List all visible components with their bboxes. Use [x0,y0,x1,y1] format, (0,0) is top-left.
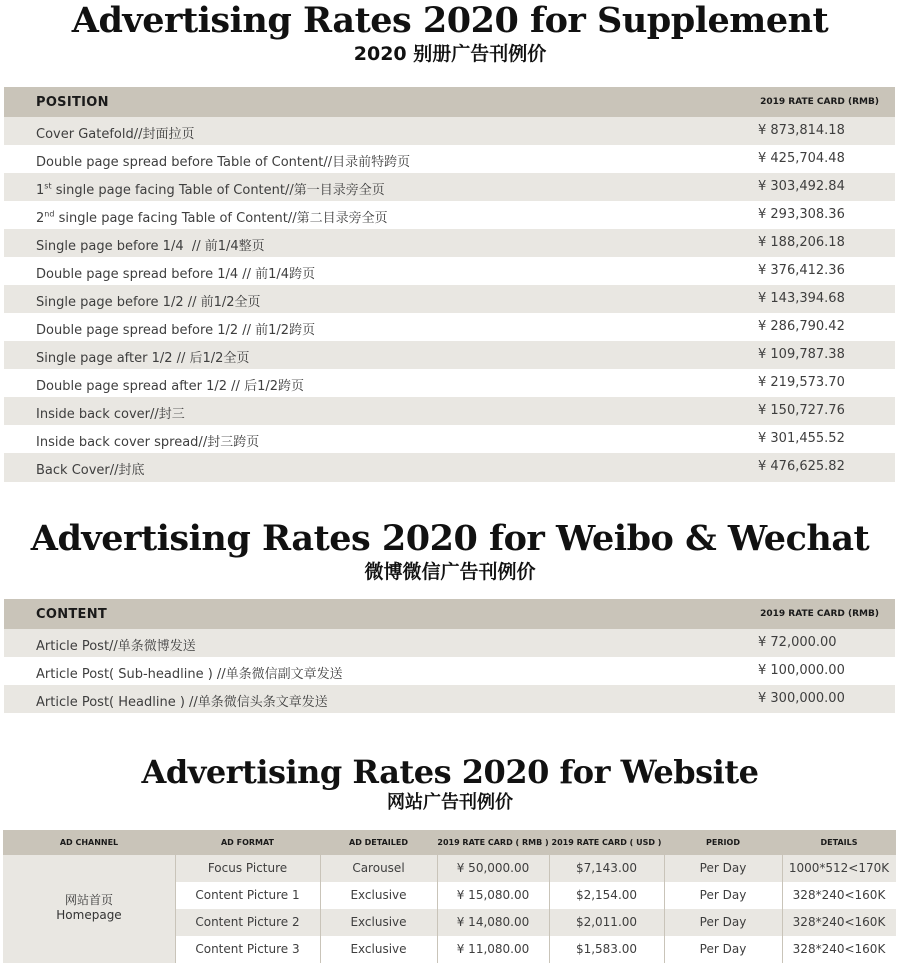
table-bottom-border [4,481,895,482]
position-label [36,691,328,710]
column-divider [175,855,176,963]
row-label-text: Article Post( Headline ) //单条微信头条文章发送 [36,695,328,710]
table-row [4,453,895,481]
row-label-text: Inside back cover spread//封三跨页 [36,435,260,450]
rate-usd-cell: $1,583.00 [575,942,638,956]
table-row [4,117,895,145]
period-cell: Per Day [699,888,747,902]
position-label [36,459,145,478]
ad-format-cell: Focus Picture [207,861,288,875]
period-cell: Per Day [699,915,747,929]
table-row [175,855,896,882]
ad-format-cell: Content Picture 1 [195,888,300,902]
table-row [175,909,896,936]
table-row [4,229,895,257]
position-label [36,123,195,142]
social-rate-table [4,599,895,713]
channel-name-cn: 网站首页 [64,893,113,907]
row-label-text: single page facing Table of Content//第二目录旁全页 [54,211,388,226]
price-value: ¥ 188,206.18 [758,235,845,250]
table-row [4,369,895,397]
ad-channel-cell [3,855,175,963]
website-title-en: Advertising Rates 2020 for Website [141,753,759,791]
row-label-text: Double page spread before 1/4 // 前1/4跨页 [36,267,316,282]
price-value: ¥ 303,492.84 [758,179,845,194]
table-header [4,87,895,117]
supplement-rows [4,117,895,481]
table-row [4,341,895,369]
position-label [36,403,185,422]
price-value: ¥ 873,814.18 [758,123,845,138]
row-label-text: single page facing Table of Content//第一目录旁全页 [51,183,385,198]
column-divider [664,855,665,963]
rate-rmb-cell: ¥ 14,080.00 [456,915,530,929]
header-ad-channel: AD CHANNEL [59,838,119,847]
price-value: ¥ 301,455.52 [758,431,845,446]
column-divider [320,855,321,963]
header-rate-card: 2019 RATE CARD (RMB) [760,97,879,107]
table-row [4,425,895,453]
supplement-title-cn: 2020 别册广告刊例价 [353,43,547,65]
row-label-text: Double page spread before 1/2 // 前1/2跨页 [36,323,316,338]
column-divider [782,855,783,963]
website-rate-table [3,830,896,963]
details-cell: 328*240<160K [792,888,886,902]
position-label [36,151,410,170]
header-content: CONTENT [36,607,108,622]
table-row [4,285,895,313]
position-label [36,263,315,282]
ordinal-suffix: st [44,181,52,191]
table-row [4,397,895,425]
table-row [4,313,895,341]
website-table-header [3,830,896,855]
row-label-text: Double page spread after 1/2 // 后1/2跨页 [36,379,304,394]
period-cell: Per Day [699,942,747,956]
position-label [36,179,385,198]
row-label-text: Single page before 1/4 // 前1/4整页 [36,239,265,254]
price-value: ¥ 100,000.00 [758,663,845,678]
price-value: ¥ 286,790.42 [758,319,845,334]
social-title-cn: 微博微信广告刊例价 [364,561,536,583]
rate-usd-cell: $7,143.00 [575,861,638,875]
header-rate-card: 2019 RATE CARD (RMB) [760,609,879,619]
ordinal-number: 2 [36,211,45,226]
position-label [36,235,265,254]
header-details: DETAILS [820,838,858,847]
header-position: POSITION [36,95,109,110]
header-rate-rmb: 2019 RATE CARD ( RMB ) [437,838,549,847]
ad-detailed-cell: Exclusive [350,915,407,929]
price-value: ¥ 109,787.38 [758,347,845,362]
header-rate-usd: 2019 RATE CARD ( USD ) [551,838,662,847]
ad-detailed-cell: Exclusive [350,888,407,902]
supplement-rate-table [4,87,895,482]
price-value: ¥ 293,308.36 [758,207,845,222]
details-cell: 1000*512<170K [788,861,890,875]
rate-rmb-cell: ¥ 50,000.00 [456,861,530,875]
price-value: ¥ 476,625.82 [758,459,845,474]
column-divider [549,855,550,963]
position-label [36,291,261,310]
column-divider [437,855,438,963]
table-row [175,882,896,909]
table-row [4,657,895,685]
price-value: ¥ 376,412.36 [758,263,845,278]
ad-format-cell: Content Picture 3 [195,942,300,956]
row-label-text: Single page before 1/2 // 前1/2全页 [36,295,261,310]
row-label-text: Inside back cover//封三 [36,407,185,422]
supplement-title-en: Advertising Rates 2020 for Supplement [71,0,829,41]
table-row [4,257,895,285]
rate-rmb-cell: ¥ 15,080.00 [456,888,530,902]
table-row [4,685,895,713]
social-title-en: Advertising Rates 2020 for Weibo & Wechat [30,518,870,559]
price-value: ¥ 150,727.76 [758,403,845,418]
channel-name-en: Homepage [56,908,122,922]
table-row [4,629,895,657]
position-label [36,663,343,682]
row-label-text: Double page spread before Table of Content//目录前特跨页 [36,155,411,170]
table-row [4,145,895,173]
social-rows [4,629,895,713]
ad-detailed-cell: Carousel [352,861,405,875]
row-label-text: Cover Gatefold//封面拉页 [36,127,195,142]
table-row [4,201,895,229]
position-label [36,319,315,338]
position-label [36,635,196,654]
row-label-text: Single page after 1/2 // 后1/2全页 [36,351,250,366]
header-ad-detailed: AD DETAILED [349,838,408,847]
rate-usd-cell: $2,154.00 [575,888,638,902]
price-value: ¥ 219,573.70 [758,375,845,390]
table-row [175,936,896,963]
ad-detailed-cell: Exclusive [350,942,407,956]
rate-rmb-cell: ¥ 11,080.00 [456,942,530,956]
position-label [36,375,304,394]
price-value: ¥ 143,394.68 [758,291,845,306]
ordinal-suffix: nd [44,209,55,219]
position-label [36,431,259,450]
website-title-cn: 网站广告刊例价 [387,792,513,813]
position-label [36,207,388,226]
price-value: ¥ 425,704.48 [758,151,845,166]
row-label-text: Back Cover//封底 [36,463,145,478]
rate-usd-cell: $2,011.00 [575,915,638,929]
row-label-text: Article Post( Sub-headline ) //单条微信副文章发送 [36,667,343,682]
row-label-text: Article Post//单条微博发送 [36,639,196,654]
ordinal-number: 1 [36,183,45,198]
position-label [36,347,249,366]
header-ad-format: AD FORMAT [220,838,275,847]
period-cell: Per Day [699,861,747,875]
details-cell: 328*240<160K [792,942,886,956]
details-cell: 328*240<160K [792,915,886,929]
price-value: ¥ 300,000.00 [758,691,845,706]
ad-format-cell: Content Picture 2 [195,915,300,929]
table-row [4,173,895,201]
header-period: PERIOD [706,838,740,847]
price-value: ¥ 72,000.00 [758,635,837,650]
table-header [4,599,895,629]
